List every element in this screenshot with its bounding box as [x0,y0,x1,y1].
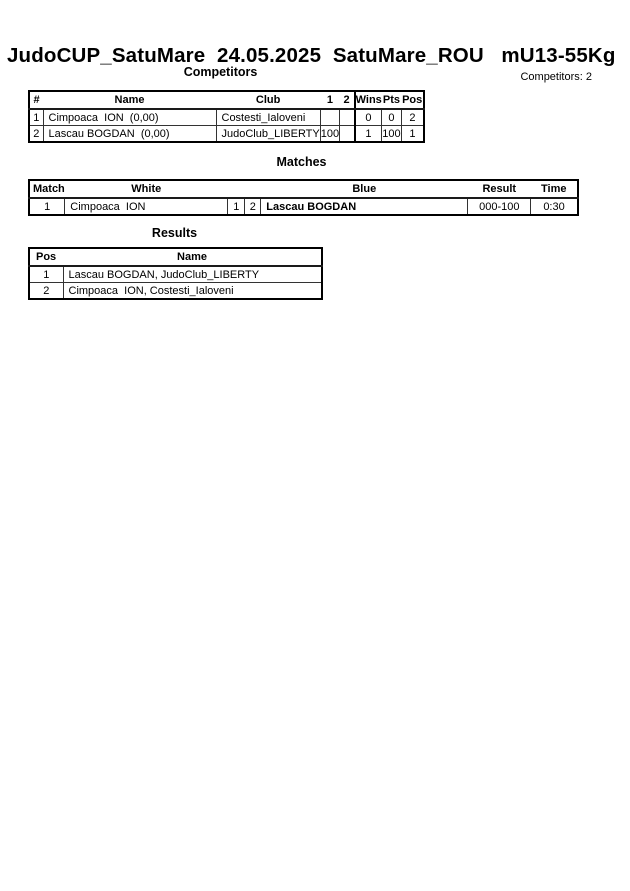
match-white-name: Cimpoaca ION [65,198,228,215]
competitor-wins: 0 [355,109,382,126]
col-header-pos: Pos [401,91,424,109]
competitor-wins: 1 [355,126,382,143]
results-table [28,247,323,300]
competitors-count: Competitors: 2 [520,71,592,83]
col-header-blue: Blue [261,180,468,198]
col-header-name: Name [63,248,322,266]
result-row [29,283,322,300]
competitor-round2-score [340,126,355,143]
competitor-number: 2 [29,126,43,143]
match-blue-name: Lascau BOGDAN [261,198,468,215]
competitor-pos: 2 [401,109,424,126]
competitors-section-title: Competitors [183,65,258,79]
competitor-club: Costesti_Ialoveni [216,109,320,126]
result-name: Lascau BOGDAN, JudoClub_LIBERTY [63,266,322,283]
competitor-name: Lascau BOGDAN (0,00) [43,126,216,143]
match-number: 1 [29,198,65,215]
col-header-club: Club [216,91,320,109]
result-pos: 1 [29,266,63,283]
col-header-wins: Wins [355,91,382,109]
competitors-table [28,90,425,143]
results-section-title: Results [151,226,198,240]
matches-header-row [29,180,578,198]
competitors-header-row [29,91,424,109]
match-result: 000-100 [468,198,531,215]
col-header-white-num [228,180,245,198]
competitor-round2-score [340,109,355,126]
col-header-name: Name [43,91,216,109]
competitor-round1-score: 100 [320,126,339,143]
competitor-pts: 100 [382,126,401,143]
match-blue-competitor-number: 2 [245,198,261,215]
results-header-row [29,248,322,266]
matches-section-title: Matches [276,155,327,169]
competitor-number: 1 [29,109,43,126]
col-header-time: Time [531,180,578,198]
col-header-round2: 2 [340,91,355,109]
col-header-pts: Pts [382,91,401,109]
result-row [29,266,322,283]
col-header-pos: Pos [29,248,63,266]
competitor-name: Cimpoaca ION (0,00) [43,109,216,126]
competitor-club: JudoClub_LIBERTY [216,126,320,143]
page-title: JudoCUP_SatuMare 24.05.2025 SatuMare_ROU mU13-55Kg [7,44,616,67]
col-header-blue-num [245,180,261,198]
col-header-white: White [65,180,228,198]
match-row [29,198,578,215]
competitor-pts: 0 [382,109,401,126]
competitor-pos: 1 [401,126,424,143]
col-header-number: # [29,91,43,109]
match-white-competitor-number: 1 [228,198,245,215]
match-time: 0:30 [531,198,578,215]
col-header-round1: 1 [320,91,339,109]
competitor-row [29,109,424,126]
matches-table [28,179,579,216]
col-header-match: Match [29,180,65,198]
competitor-round1-score [320,109,339,126]
result-name: Cimpoaca ION, Costesti_Ialoveni [63,283,322,300]
competitor-row [29,126,424,143]
result-pos: 2 [29,283,63,300]
col-header-result: Result [468,180,531,198]
